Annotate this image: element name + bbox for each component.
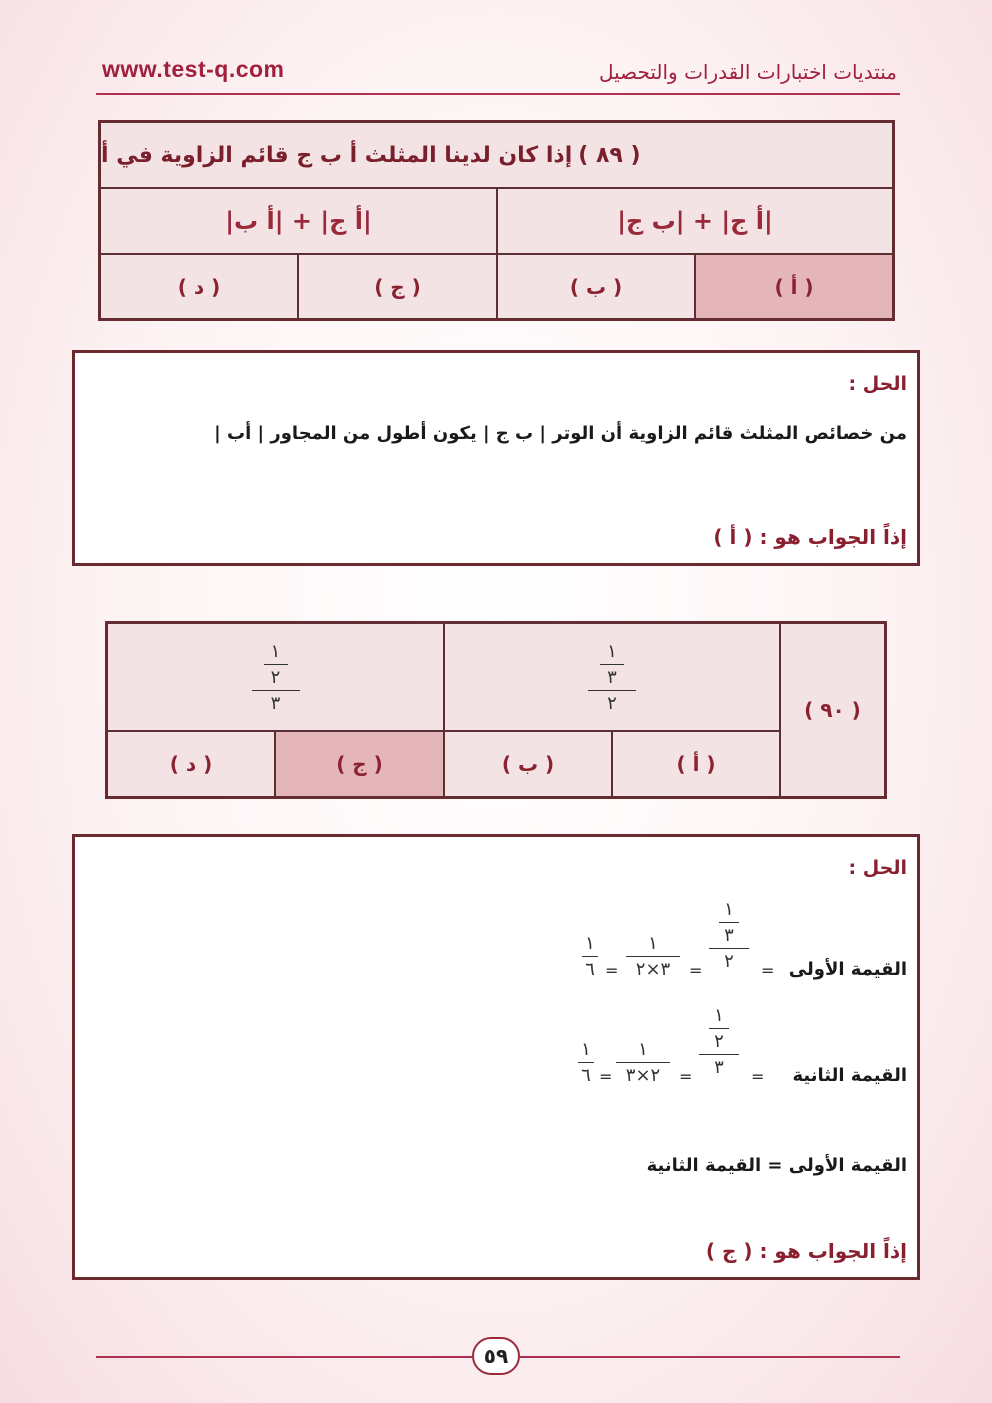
q89-question: إذا كان لدينا المثلث أ ب ج قائم الزاوية في أ (101, 142, 573, 168)
q90-b-numerator: ١ (270, 640, 281, 662)
q90-column-b (107, 623, 444, 731)
q89-answer: إذاً الجواب هو : ( أ ) (713, 525, 907, 549)
first-eq-1: = (761, 961, 775, 980)
q90-b-middle: ٢ (270, 666, 281, 688)
first-eq-3: = (605, 961, 619, 980)
footer-divider-right (520, 1356, 900, 1358)
q90-conclusion: القيمة الأولى = القيمة الثانية (646, 1155, 907, 1176)
footer-divider-left (96, 1356, 472, 1358)
q89-choice-a[interactable]: ( أ ) (695, 254, 893, 319)
q90-number: ( ٩٠ ) (804, 698, 861, 722)
q90-answer: إذاً الجواب هو : ( ج ) (705, 1239, 907, 1263)
q90-solution-box (72, 834, 920, 1280)
q89-column-b (100, 188, 497, 254)
first-value-label: القيمة الأولى (788, 959, 907, 980)
q89-solution-box (72, 350, 920, 566)
q89-choice-d[interactable]: ( د ) (100, 254, 298, 319)
q89-column-b-expr: |أ ج| + |أ ب| (225, 207, 372, 235)
first-result-fraction: ١ ٦ (579, 933, 601, 980)
q90-a-denominator: ٢ (607, 692, 617, 714)
first-compound-fraction: ١ ٣ ٢ (709, 899, 749, 972)
q89-choice-c[interactable]: ( ج ) (298, 254, 497, 319)
header-divider (96, 93, 900, 95)
q90-table (105, 621, 887, 799)
q89-number: ( ٨٩ ) (578, 142, 641, 168)
second-result-fraction: ١ ٦ (575, 1039, 597, 1086)
q90-a-middle: ٣ (607, 666, 617, 688)
second-eq-2: = (679, 1067, 693, 1086)
page-number: ٥٩ (472, 1337, 520, 1375)
q90-number-cell (780, 623, 885, 797)
q89-table (98, 120, 895, 321)
q89-column-a-expr: |أ ج| + |ب ج| (617, 207, 773, 235)
q90-column-a (444, 623, 780, 731)
first-eq-2: = (689, 961, 703, 980)
q90-b-denominator: ٣ (270, 692, 281, 714)
q90-choice-d[interactable]: ( د ) (107, 731, 275, 797)
first-product-fraction: ١ ٣×٢ (623, 933, 683, 980)
q89-column-a (497, 188, 893, 254)
q89-choice-b[interactable]: ( ب ) (497, 254, 695, 319)
site-url[interactable]: www.test-q.com (102, 56, 285, 82)
second-compound-fraction: ١ ٢ ٣ (699, 1005, 739, 1078)
second-eq-3: = (599, 1067, 613, 1086)
q90-choice-c[interactable]: ( ج ) (275, 731, 444, 797)
q90-choice-a[interactable]: ( أ ) (612, 731, 780, 797)
forum-title: منتديات اختبارات القدرات والتحصيل (598, 60, 897, 84)
q90-solution-label: الحل : (848, 857, 907, 879)
q90-choice-b[interactable]: ( ب ) (444, 731, 612, 797)
q89-solution-text: من خصائص المثلث قائم الزاوية أن الوتر | ب ج | يكون أطول من المجاور | أب | (214, 423, 907, 444)
q89-question-row (100, 122, 893, 188)
second-eq-1: = (751, 1067, 765, 1086)
q90-a-numerator: ١ (607, 640, 617, 662)
second-value-label: القيمة الثانية (792, 1065, 907, 1086)
second-product-fraction: ١ ٢×٣ (613, 1039, 673, 1086)
q89-solution-label: الحل : (848, 373, 907, 395)
